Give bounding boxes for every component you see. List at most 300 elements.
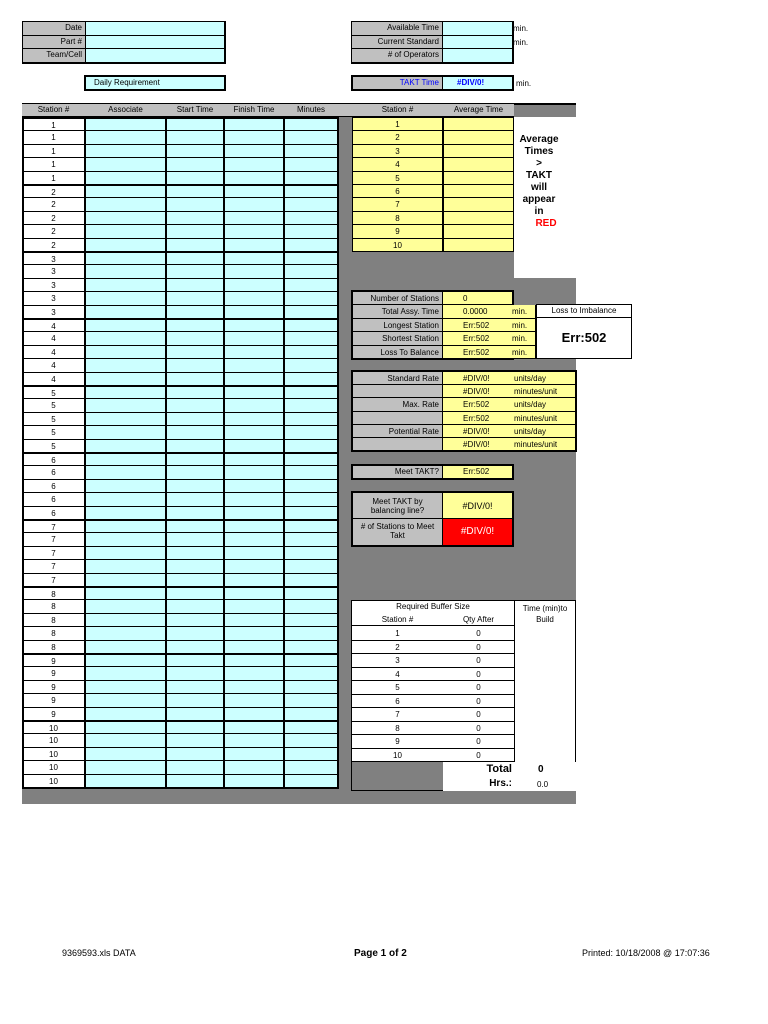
station-number: 10 bbox=[22, 733, 85, 747]
buffer-side-header bbox=[514, 603, 576, 625]
avg-time-value bbox=[443, 211, 514, 225]
balance-label: Loss To Balance bbox=[353, 346, 443, 359]
avg-col-header-average: Average Time bbox=[443, 103, 514, 117]
finish-time-input[interactable] bbox=[224, 305, 284, 319]
available-time-label: Available Time bbox=[352, 22, 443, 36]
rate-value: #DIV/0! bbox=[443, 385, 512, 398]
takt-unit: min. bbox=[516, 79, 532, 88]
finish-time-input[interactable] bbox=[224, 224, 284, 238]
minutes-input[interactable] bbox=[284, 492, 338, 506]
finish-time-input[interactable] bbox=[224, 171, 284, 185]
start-time-input[interactable] bbox=[166, 130, 224, 144]
rate-unit: units/day bbox=[512, 398, 575, 411]
rate-label bbox=[353, 438, 443, 451]
finish-time-input[interactable] bbox=[224, 519, 284, 533]
station-number: 3 bbox=[22, 278, 85, 292]
minutes-input[interactable] bbox=[284, 626, 338, 640]
start-time-input[interactable] bbox=[166, 452, 224, 466]
total-value: 0 bbox=[538, 764, 544, 775]
start-time-input[interactable] bbox=[166, 331, 224, 345]
minutes-input[interactable] bbox=[284, 130, 338, 144]
finish-time-input[interactable] bbox=[224, 479, 284, 493]
station-number: 8 bbox=[22, 613, 85, 627]
minutes-input[interactable] bbox=[284, 412, 338, 426]
associate-input[interactable] bbox=[85, 680, 166, 694]
finish-time-input[interactable] bbox=[224, 613, 284, 627]
col-header-finish-time: Finish Time bbox=[224, 103, 284, 117]
table-left-border bbox=[22, 117, 24, 789]
buffer-col-qty: Qty After bbox=[443, 613, 514, 626]
minutes-input[interactable] bbox=[284, 506, 338, 520]
associate-input[interactable] bbox=[85, 720, 166, 734]
minutes-input[interactable] bbox=[284, 117, 338, 131]
operators-input[interactable] bbox=[443, 49, 512, 62]
associate-input[interactable] bbox=[85, 626, 166, 640]
station-number: 3 bbox=[22, 291, 85, 305]
station-number: 7 bbox=[22, 573, 85, 587]
balance-unit: min. bbox=[508, 346, 536, 359]
minutes-input[interactable] bbox=[284, 452, 338, 466]
associate-input[interactable] bbox=[85, 345, 166, 359]
finish-time-input[interactable] bbox=[224, 747, 284, 761]
start-time-input[interactable] bbox=[166, 278, 224, 292]
minutes-input[interactable] bbox=[284, 519, 338, 533]
start-time-input[interactable] bbox=[166, 707, 224, 721]
start-time-input[interactable] bbox=[166, 693, 224, 707]
average-note bbox=[514, 134, 564, 230]
meet-balance-value: #DIV/0! bbox=[443, 493, 512, 519]
start-time-input[interactable] bbox=[166, 412, 224, 426]
minutes-input[interactable] bbox=[284, 707, 338, 721]
finish-time-input[interactable] bbox=[224, 211, 284, 225]
buffer-qty: 0 bbox=[443, 668, 514, 682]
associate-input[interactable] bbox=[85, 640, 166, 654]
minutes-input[interactable] bbox=[284, 197, 338, 211]
associate-input[interactable] bbox=[85, 613, 166, 627]
associate-input[interactable] bbox=[85, 425, 166, 439]
table-right-border bbox=[337, 117, 339, 789]
minutes-input[interactable] bbox=[284, 653, 338, 667]
minutes-input[interactable] bbox=[284, 305, 338, 319]
associate-input[interactable] bbox=[85, 398, 166, 412]
associate-input[interactable] bbox=[85, 666, 166, 680]
finish-time-input[interactable] bbox=[224, 144, 284, 158]
minutes-input[interactable] bbox=[284, 747, 338, 761]
start-time-input[interactable] bbox=[166, 479, 224, 493]
start-time-input[interactable] bbox=[166, 318, 224, 332]
buffer-station: 8 bbox=[352, 722, 443, 736]
start-time-input[interactable] bbox=[166, 439, 224, 453]
minutes-input[interactable] bbox=[284, 693, 338, 707]
note-line-will: will bbox=[530, 182, 548, 193]
rate-unit: minutes/unit bbox=[512, 385, 575, 398]
start-time-input[interactable] bbox=[166, 251, 224, 265]
station-number: 4 bbox=[22, 318, 85, 332]
minutes-input[interactable] bbox=[284, 425, 338, 439]
stations-to-meet-label bbox=[353, 519, 443, 545]
meet-balance-line1: Meet TAKT by bbox=[372, 497, 423, 506]
minutes-input[interactable] bbox=[284, 532, 338, 546]
minutes-input[interactable] bbox=[284, 573, 338, 587]
finish-time-input[interactable] bbox=[224, 291, 284, 305]
avg-station-number: 6 bbox=[352, 184, 443, 198]
associate-input[interactable] bbox=[85, 305, 166, 319]
associate-input[interactable] bbox=[85, 224, 166, 238]
station-number: 1 bbox=[22, 157, 85, 171]
rate-label: Max. Rate bbox=[353, 398, 443, 411]
finish-time-input[interactable] bbox=[224, 345, 284, 359]
start-time-input[interactable] bbox=[166, 224, 224, 238]
team-input[interactable] bbox=[86, 49, 224, 62]
start-time-input[interactable] bbox=[166, 613, 224, 627]
associate-input[interactable] bbox=[85, 385, 166, 399]
finish-time-input[interactable] bbox=[224, 251, 284, 265]
station-number: 10 bbox=[22, 760, 85, 774]
station-number: 9 bbox=[22, 653, 85, 667]
finish-time-input[interactable] bbox=[224, 452, 284, 466]
associate-input[interactable] bbox=[85, 171, 166, 185]
associate-input[interactable] bbox=[85, 573, 166, 587]
buffer-side-line1: Time (min)to bbox=[522, 604, 568, 613]
start-time-input[interactable] bbox=[166, 519, 224, 533]
associate-input[interactable] bbox=[85, 197, 166, 211]
associate-input[interactable] bbox=[85, 479, 166, 493]
table-bottom-border bbox=[22, 787, 338, 789]
finish-time-input[interactable] bbox=[224, 385, 284, 399]
rate-unit: minutes/unit bbox=[512, 438, 575, 451]
finish-time-input[interactable] bbox=[224, 760, 284, 774]
station-number: 5 bbox=[22, 425, 85, 439]
minutes-input[interactable] bbox=[284, 184, 338, 198]
buffer-station: 9 bbox=[352, 735, 443, 749]
associate-input[interactable] bbox=[85, 559, 166, 573]
associate-input[interactable] bbox=[85, 372, 166, 386]
current-standard-input[interactable] bbox=[443, 36, 512, 49]
start-time-input[interactable] bbox=[166, 372, 224, 386]
daily-requirement-field[interactable]: Daily Requirement bbox=[84, 75, 226, 91]
finish-time-input[interactable] bbox=[224, 197, 284, 211]
finish-time-input[interactable] bbox=[224, 653, 284, 667]
associate-input[interactable] bbox=[85, 452, 166, 466]
finish-time-input[interactable] bbox=[224, 331, 284, 345]
start-time-input[interactable] bbox=[166, 117, 224, 131]
buffer-station: 10 bbox=[352, 749, 443, 763]
avg-station-number: 10 bbox=[352, 238, 443, 252]
start-time-input[interactable] bbox=[166, 532, 224, 546]
associate-input[interactable] bbox=[85, 278, 166, 292]
avg-time-value bbox=[443, 184, 514, 198]
minutes-input[interactable] bbox=[284, 680, 338, 694]
start-time-input[interactable] bbox=[166, 666, 224, 680]
finish-time-input[interactable] bbox=[224, 546, 284, 560]
minutes-input[interactable] bbox=[284, 291, 338, 305]
minutes-input[interactable] bbox=[284, 278, 338, 292]
associate-input[interactable] bbox=[85, 157, 166, 171]
associate-input[interactable] bbox=[85, 331, 166, 345]
minutes-input[interactable] bbox=[284, 599, 338, 613]
minutes-input[interactable] bbox=[284, 345, 338, 359]
rate-label bbox=[353, 385, 443, 398]
start-time-input[interactable] bbox=[166, 640, 224, 654]
start-time-input[interactable] bbox=[166, 774, 224, 788]
minutes-input[interactable] bbox=[284, 439, 338, 453]
finish-time-input[interactable] bbox=[224, 640, 284, 654]
start-time-input[interactable] bbox=[166, 573, 224, 587]
note-line-in: in bbox=[534, 206, 544, 217]
avg-station-number: 9 bbox=[352, 224, 443, 238]
start-time-input[interactable] bbox=[166, 305, 224, 319]
minutes-input[interactable] bbox=[284, 720, 338, 734]
avg-time-value bbox=[443, 238, 514, 252]
minutes-input[interactable] bbox=[284, 171, 338, 185]
station-number: 1 bbox=[22, 171, 85, 185]
note-line-times: Times bbox=[524, 146, 554, 157]
buffer-qty: 0 bbox=[443, 654, 514, 668]
rate-label: Potential Rate bbox=[353, 425, 443, 438]
start-time-input[interactable] bbox=[166, 264, 224, 278]
finish-time-input[interactable] bbox=[224, 693, 284, 707]
finish-time-input[interactable] bbox=[224, 666, 284, 680]
associate-input[interactable] bbox=[85, 599, 166, 613]
start-time-input[interactable] bbox=[166, 465, 224, 479]
associate-input[interactable] bbox=[85, 532, 166, 546]
buffer-side-line2: Build bbox=[536, 615, 554, 624]
finish-time-input[interactable] bbox=[224, 680, 284, 694]
balance-label: Number of Stations bbox=[353, 292, 443, 305]
rate-value: Err:502 bbox=[443, 412, 512, 425]
start-time-input[interactable] bbox=[166, 184, 224, 198]
minutes-input[interactable] bbox=[284, 211, 338, 225]
finish-time-input[interactable] bbox=[224, 532, 284, 546]
available-time-input[interactable] bbox=[443, 22, 512, 36]
finish-time-input[interactable] bbox=[224, 774, 284, 788]
available-unit: min. bbox=[513, 24, 529, 33]
station-number: 4 bbox=[22, 331, 85, 345]
associate-input[interactable] bbox=[85, 546, 166, 560]
finish-time-input[interactable] bbox=[224, 130, 284, 144]
buffer-col-station: Station # bbox=[352, 613, 443, 626]
finish-time-input[interactable] bbox=[224, 264, 284, 278]
minutes-input[interactable] bbox=[284, 385, 338, 399]
finish-time-input[interactable] bbox=[224, 278, 284, 292]
station-number: 1 bbox=[22, 117, 85, 131]
buffer-station: 7 bbox=[352, 708, 443, 722]
finish-time-input[interactable] bbox=[224, 412, 284, 426]
finish-time-input[interactable] bbox=[224, 184, 284, 198]
start-time-input[interactable] bbox=[166, 385, 224, 399]
finish-time-input[interactable] bbox=[224, 238, 284, 252]
associate-input[interactable] bbox=[85, 412, 166, 426]
minutes-input[interactable] bbox=[284, 398, 338, 412]
finish-time-input[interactable] bbox=[224, 465, 284, 479]
station-number: 7 bbox=[22, 519, 85, 533]
finish-time-input[interactable] bbox=[224, 117, 284, 131]
associate-input[interactable] bbox=[85, 184, 166, 198]
avg-station-number: 8 bbox=[352, 211, 443, 225]
minutes-input[interactable] bbox=[284, 774, 338, 788]
minutes-input[interactable] bbox=[284, 465, 338, 479]
operators-label: # of Operators bbox=[352, 49, 443, 62]
finish-time-input[interactable] bbox=[224, 573, 284, 587]
minutes-input[interactable] bbox=[284, 479, 338, 493]
balance-value: Err:502 bbox=[443, 346, 512, 359]
associate-input[interactable] bbox=[85, 439, 166, 453]
station-number: 10 bbox=[22, 720, 85, 734]
rate-value: #DIV/0! bbox=[443, 425, 512, 438]
station-number: 5 bbox=[22, 439, 85, 453]
buffer-station: 6 bbox=[352, 695, 443, 709]
minutes-input[interactable] bbox=[284, 613, 338, 627]
finish-time-input[interactable] bbox=[224, 358, 284, 372]
finish-time-input[interactable] bbox=[224, 425, 284, 439]
start-time-input[interactable] bbox=[166, 546, 224, 560]
minutes-input[interactable] bbox=[284, 760, 338, 774]
minutes-input[interactable] bbox=[284, 546, 338, 560]
associate-input[interactable] bbox=[85, 144, 166, 158]
station-number: 1 bbox=[22, 144, 85, 158]
station-number: 5 bbox=[22, 412, 85, 426]
start-time-input[interactable] bbox=[166, 398, 224, 412]
finish-time-input[interactable] bbox=[224, 492, 284, 506]
associate-input[interactable] bbox=[85, 653, 166, 667]
minutes-input[interactable] bbox=[284, 331, 338, 345]
imbalance-value: Err:502 bbox=[561, 330, 607, 345]
associate-input[interactable] bbox=[85, 733, 166, 747]
associate-input[interactable] bbox=[85, 130, 166, 144]
associate-input[interactable] bbox=[85, 291, 166, 305]
start-time-input[interactable] bbox=[166, 586, 224, 600]
finish-time-input[interactable] bbox=[224, 559, 284, 573]
associate-input[interactable] bbox=[85, 506, 166, 520]
finish-time-input[interactable] bbox=[224, 318, 284, 332]
start-time-input[interactable] bbox=[166, 144, 224, 158]
finish-time-input[interactable] bbox=[224, 372, 284, 386]
finish-time-input[interactable] bbox=[224, 626, 284, 640]
minutes-input[interactable] bbox=[284, 372, 338, 386]
associate-input[interactable] bbox=[85, 238, 166, 252]
associate-input[interactable] bbox=[85, 693, 166, 707]
associate-input[interactable] bbox=[85, 465, 166, 479]
buffer-qty: 0 bbox=[443, 722, 514, 736]
finish-time-input[interactable] bbox=[224, 720, 284, 734]
minutes-input[interactable] bbox=[284, 251, 338, 265]
associate-input[interactable] bbox=[85, 707, 166, 721]
associate-input[interactable] bbox=[85, 358, 166, 372]
minutes-input[interactable] bbox=[284, 358, 338, 372]
start-time-input[interactable] bbox=[166, 238, 224, 252]
associate-input[interactable] bbox=[85, 747, 166, 761]
start-time-input[interactable] bbox=[166, 733, 224, 747]
start-time-input[interactable] bbox=[166, 358, 224, 372]
associate-input[interactable] bbox=[85, 318, 166, 332]
finish-time-input[interactable] bbox=[224, 733, 284, 747]
balance-label: Shortest Station bbox=[353, 332, 443, 345]
associate-input[interactable] bbox=[85, 774, 166, 788]
station-number: 4 bbox=[22, 358, 85, 372]
associate-input[interactable] bbox=[85, 586, 166, 600]
station-number: 10 bbox=[22, 774, 85, 788]
associate-input[interactable] bbox=[85, 519, 166, 533]
associate-input[interactable] bbox=[85, 211, 166, 225]
finish-time-input[interactable] bbox=[224, 586, 284, 600]
buffer-qty: 0 bbox=[443, 627, 514, 641]
start-time-input[interactable] bbox=[166, 626, 224, 640]
finish-time-input[interactable] bbox=[224, 157, 284, 171]
start-time-input[interactable] bbox=[166, 425, 224, 439]
minutes-input[interactable] bbox=[284, 559, 338, 573]
date-input[interactable] bbox=[86, 22, 224, 36]
start-time-input[interactable] bbox=[166, 291, 224, 305]
stations-to-meet-line2: Takt bbox=[390, 531, 405, 540]
imbalance-label: Loss to Imbalance bbox=[537, 305, 631, 318]
minutes-input[interactable] bbox=[284, 640, 338, 654]
finish-time-input[interactable] bbox=[224, 707, 284, 721]
part-label: Part # bbox=[23, 36, 86, 49]
minutes-input[interactable] bbox=[284, 157, 338, 171]
start-time-input[interactable] bbox=[166, 653, 224, 667]
buffer-qty: 0 bbox=[443, 695, 514, 709]
balance-unit: min. bbox=[508, 332, 536, 345]
note-line-red: RED bbox=[535, 218, 557, 229]
minutes-input[interactable] bbox=[284, 264, 338, 278]
start-time-input[interactable] bbox=[166, 599, 224, 613]
minutes-input[interactable] bbox=[284, 586, 338, 600]
finish-time-input[interactable] bbox=[224, 599, 284, 613]
start-time-input[interactable] bbox=[166, 747, 224, 761]
buffer-col-divider bbox=[514, 600, 515, 763]
col-header-associate: Associate bbox=[85, 103, 166, 117]
associate-input[interactable] bbox=[85, 760, 166, 774]
minutes-input[interactable] bbox=[284, 318, 338, 332]
start-time-input[interactable] bbox=[166, 720, 224, 734]
start-time-input[interactable] bbox=[166, 760, 224, 774]
avg-time-value bbox=[443, 117, 514, 131]
start-time-input[interactable] bbox=[166, 171, 224, 185]
note-line-takt: TAKT bbox=[526, 170, 552, 181]
rate-label: Standard Rate bbox=[353, 372, 443, 385]
finish-time-input[interactable] bbox=[224, 398, 284, 412]
minutes-input[interactable] bbox=[284, 144, 338, 158]
start-time-input[interactable] bbox=[166, 157, 224, 171]
minutes-input[interactable] bbox=[284, 733, 338, 747]
footer-printed: Printed: 10/18/2008 @ 17:07:36 bbox=[582, 948, 710, 958]
associate-input[interactable] bbox=[85, 117, 166, 131]
associate-input[interactable] bbox=[85, 264, 166, 278]
associate-input[interactable] bbox=[85, 251, 166, 265]
minutes-input[interactable] bbox=[284, 238, 338, 252]
start-time-input[interactable] bbox=[166, 197, 224, 211]
avg-time-value bbox=[443, 144, 514, 158]
avg-station-number: 5 bbox=[352, 171, 443, 185]
minutes-input[interactable] bbox=[284, 224, 338, 238]
start-time-input[interactable] bbox=[166, 506, 224, 520]
station-number: 5 bbox=[22, 385, 85, 399]
avg-table-white-bg-2 bbox=[352, 251, 514, 278]
buffer-title: Required Buffer Size bbox=[396, 602, 470, 611]
start-time-input[interactable] bbox=[166, 680, 224, 694]
start-time-input[interactable] bbox=[166, 345, 224, 359]
minutes-input[interactable] bbox=[284, 666, 338, 680]
finish-time-input[interactable] bbox=[224, 439, 284, 453]
associate-input[interactable] bbox=[85, 492, 166, 506]
part-input[interactable] bbox=[86, 36, 224, 49]
start-time-input[interactable] bbox=[166, 559, 224, 573]
meet-takt-value: Err:502 bbox=[443, 466, 512, 478]
start-time-input[interactable] bbox=[166, 211, 224, 225]
start-time-input[interactable] bbox=[166, 492, 224, 506]
avg-station-number: 1 bbox=[352, 117, 443, 131]
finish-time-input[interactable] bbox=[224, 506, 284, 520]
